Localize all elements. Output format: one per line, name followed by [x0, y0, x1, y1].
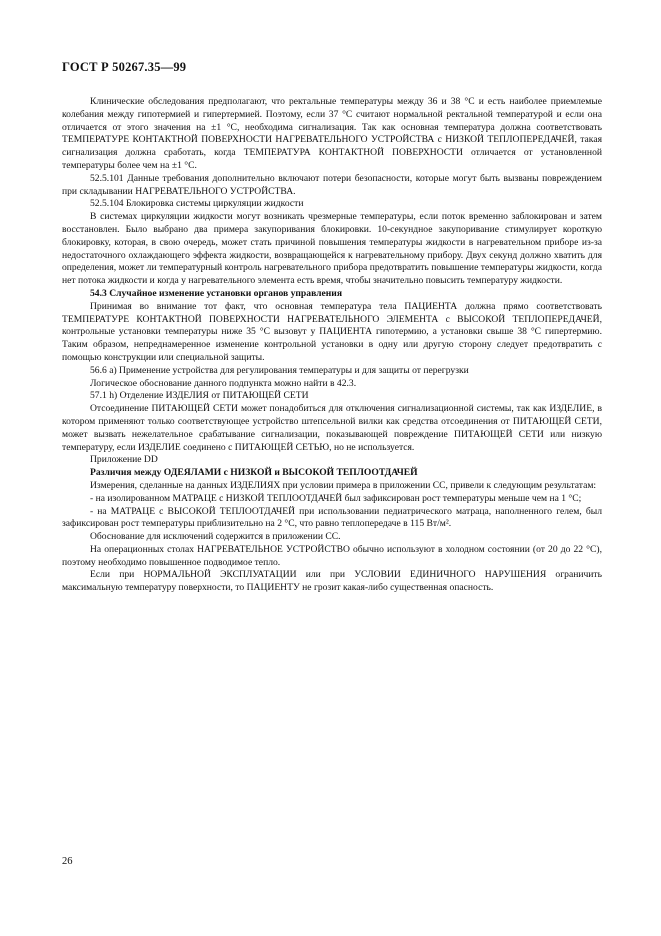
paragraph: Измерения, сделанные на данных ИЗДЕЛИЯХ при условии примера в приложении СС, привели к следующим результатам: — [90, 479, 597, 491]
document-body — [62, 96, 602, 595]
paragraph: Логическое обоснование данного подпункта можно найти в 42.3. — [90, 377, 357, 389]
page-number: 26 — [62, 856, 73, 867]
paragraph: 52.5.101 Данные требования дополнительно включают потери безопасности, которые могут быть вызваны повреждением при складывании НАГРЕВАТЕЛЬНОГО УСТРОЙСТВА. — [62, 172, 602, 197]
paragraph: Если при НОРМАЛЬНОЙ ЭКСПЛУАТАЦИИ или при УСЛОВИИ ЕДИНИЧНОГО НАРУШЕНИЯ ограничить максимальную температуру поверхности, то ПАЦИЕНТУ не грозит какая-либо существенная опасность. — [62, 569, 602, 594]
list-item: - на изолированном МАТРАЦЕ с НИЗКОЙ ТЕПЛООТДАЧЕЙ был зафиксирован рост температуры меньше чем на 1 °С; — [90, 492, 582, 504]
paragraph: Отсоединение ПИТАЮЩЕЙ СЕТИ может понадобиться для отключения сигнализационной системы, так как ИЗДЕЛИЕ, в котором применяют только соответствующее устройство штепсельной вилки как средства отсоединения от ПИТАЮЩЕЙ СЕТИ, может вызвать нежелательное срабатывание сигнализации, показывающей повреждение ПИТАЮЩЕЙ СЕТИ или низкую температуру, если ИЗДЕЛИЕ соединено с ПИТАЮЩЕЙ СЕТЬЮ, но не используется. — [62, 403, 602, 453]
appendix-label: Приложение DD — [90, 454, 158, 466]
subsection-heading: 56.6 а) Применение устройства для регулирования температуры и для защиты от перегрузки — [90, 364, 469, 376]
section-heading: 54.3 Случайное изменение установки органов управления — [90, 287, 343, 299]
document-header: ГОСТ Р 50267.35—99 — [62, 60, 187, 74]
appendix-title: Различия между ОДЕЯЛАМИ с НИЗКОЙ и ВЫСОКОЙ ТЕПЛООТДАЧЕЙ — [90, 467, 418, 479]
paragraph: Клинические обследования предполагают, что ректальные температуры между 36 и 38 °С и есть наиболее приемлемые колебания между гипотермией и гипертермией. Поэтому, если 37 °С считают нормальной ректальной температурой и если она отличается от этого значения на ±1 °С, необходима сигнализация. Так как основная температура должна соответствовать ТЕМПЕРАТУРЕ КОНТАКТНОЙ ПОВЕРХНОСТИ НАГРЕВАТЕЛЬНОГО УСТРОЙСТВА с НИЗКОЙ ТЕПЛОПЕРЕДАЧЕЙ, такая сигнализация должна сработать, когда ТЕМПЕРАТУРА КОНТАКТНОЙ ПОВЕРХНОСТИ отличается от установленной температуры более чем на ±1 °С. — [62, 96, 602, 171]
paragraph: Обоснование для исключений содержится в приложении СС. — [90, 531, 341, 543]
subsection-heading: 57.1 h) Отделение ИЗДЕЛИЯ от ПИТАЮЩЕЙ СЕТИ — [90, 390, 309, 402]
paragraph: В системах циркуляции жидкости могут возникать чрезмерные температуры, если поток временно заблокирован и затем восстановлен. Было выбрано два примера закупоривания блокировки. 10-секундное закупоривание стимулирует короткую блокировку, которая, в свою очередь, может стать причиной повышения температуры жидкости в нагревательном приборе из-за недостаточного охлаждающего эффекта жидкости, возвращающейся к нагревательному прибору. Двух секунд должно хватить для определения, может ли температурный контроль нагревательного прибора предотвратить повышение температуры жидкости, когда нет потока жидкости и когда у нагревательного элемента есть время, чтобы значительно повысить температуру жидкости. — [62, 211, 602, 287]
subsection-heading: 52.5.104 Блокировка системы циркуляции жидкости — [90, 198, 304, 210]
list-item: - на МАТРАЦЕ с ВЫСОКОЙ ТЕПЛООТДАЧЕЙ при использовании педиатрического матраца, наполненного гелем, был зафиксирован рост температуры приблизительно на 2 °С, что равно теплопередаче в 115 Вт/м². — [62, 505, 602, 530]
paragraph: На операционных столах НАГРЕВАТЕЛЬНОЕ УСТРОЙСТВО обычно используют в холодном состоянии (от 20 до 22 °С), поэтому необходимо повышенное подводимое тепло. — [62, 543, 602, 568]
paragraph: Принимая во внимание тот факт, что основная температура тела ПАЦИЕНТА должна прямо соответствовать ТЕМПЕРАТУРЕ КОНТАКТНОЙ ПОВЕРХНОСТИ НАГРЕВАТЕЛЬНОГО ЭЛЕМЕНТА с ВЫСОКОЙ ТЕПЛОПЕРЕДАЧЕЙ, контрольные установки температуры ниже 35 °С вызовут у ПАЦИЕНТА гипотермию, а установки свыше 38 °С гипертермию. Таким образом, непреднамеренное изменение контрольной установки в одну или другую сторону следует предотвратить с помощью конструкции или специальной защиты. — [62, 300, 602, 363]
